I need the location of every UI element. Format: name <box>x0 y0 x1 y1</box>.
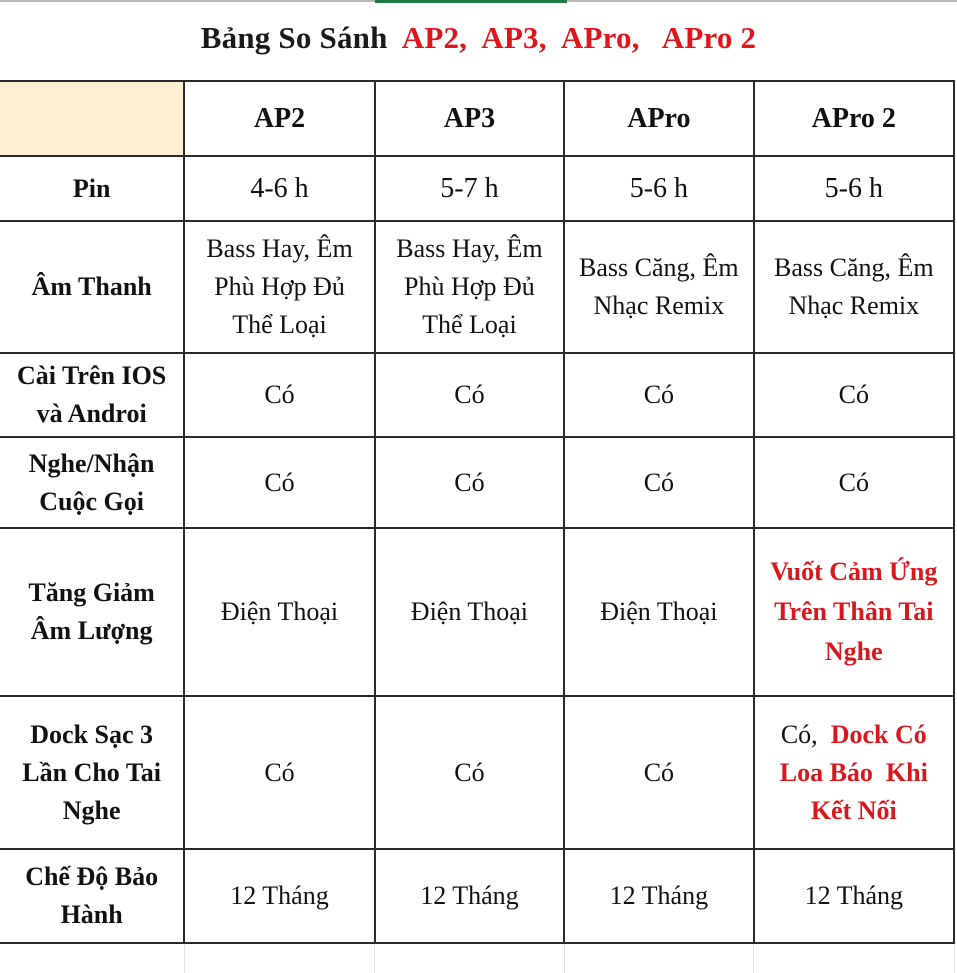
row-label: Âm Thanh <box>0 221 184 353</box>
cell-ap2: Bass Hay, Êm Phù Hợp Đủ Thể Loại <box>184 221 374 353</box>
table-row-am-thanh <box>0 221 954 353</box>
cell-ap2: 4-6 h <box>184 156 374 221</box>
cell-ap2: Có <box>184 353 374 437</box>
empty-cell <box>375 943 564 973</box>
column-header-ap3: AP3 <box>375 81 564 156</box>
cell-ap2: Điện Thoại <box>184 528 374 696</box>
row-label: Cài Trên IOS và Androi <box>0 353 184 437</box>
cell-ap3: Có <box>375 437 564 528</box>
header-corner-cell <box>0 81 184 156</box>
cell-apro2: Có <box>754 437 954 528</box>
title-prefix: Bảng So Sánh <box>200 20 388 55</box>
cell-apro2-highlight: Vuốt Cảm Ứng Trên Thân Tai Nghe <box>754 528 954 696</box>
selection-indicator <box>375 0 567 3</box>
table-row-pin <box>0 156 954 221</box>
cell-ap3: Điện Thoại <box>375 528 564 696</box>
page-title <box>0 20 957 56</box>
cell-ap2: Có <box>184 437 374 528</box>
row-label: Chế Độ Bảo Hành <box>0 849 184 943</box>
row-label: Pin <box>0 156 184 221</box>
column-header-ap2: AP2 <box>184 81 374 156</box>
table-row-calls <box>0 437 954 528</box>
row-label: Tăng Giảm Âm Lượng <box>0 528 184 696</box>
empty-cell <box>0 943 184 973</box>
title-models: AP2, AP3, APro, APro 2 <box>401 20 757 55</box>
table-row-ios-android <box>0 353 954 437</box>
cell-apro2-highlight: Có, Dock Có Loa Báo Khi Kết Nối <box>754 696 954 849</box>
cell-ap2: Có <box>184 696 374 849</box>
cell-apro: Điện Thoại <box>564 528 753 696</box>
cell-apro2: 5-6 h <box>754 156 954 221</box>
comparison-table <box>0 80 955 973</box>
empty-row <box>0 943 954 973</box>
cell-apro2: Bass Căng, Êm Nhạc Remix <box>754 221 954 353</box>
cell-ap3: Có <box>375 353 564 437</box>
cell-apro2: 12 Tháng <box>754 849 954 943</box>
header-row <box>0 81 954 156</box>
cell-apro: Có <box>564 353 753 437</box>
cell-ap3: 5-7 h <box>375 156 564 221</box>
cell-ap3: Có <box>375 696 564 849</box>
table-row-warranty <box>0 849 954 943</box>
column-header-apro2: APro 2 <box>754 81 954 156</box>
row-label: Nghe/Nhận Cuộc Gọi <box>0 437 184 528</box>
cell-apro2: Có <box>754 353 954 437</box>
cell-ap3: Bass Hay, Êm Phù Hợp Đủ Thể Loại <box>375 221 564 353</box>
table-row-volume <box>0 528 954 696</box>
cell-apro: Có <box>564 696 753 849</box>
cell-ap3: 12 Tháng <box>375 849 564 943</box>
empty-cell <box>564 943 753 973</box>
cell-apro: 12 Tháng <box>564 849 753 943</box>
cell-apro: 5-6 h <box>564 156 753 221</box>
empty-cell <box>754 943 954 973</box>
cell-apro: Bass Căng, Êm Nhạc Remix <box>564 221 753 353</box>
empty-cell <box>184 943 374 973</box>
table-row-dock <box>0 696 954 849</box>
cell-apro: Có <box>564 437 753 528</box>
row-label: Dock Sạc 3 Lần Cho Tai Nghe <box>0 696 184 849</box>
cell-ap2: 12 Tháng <box>184 849 374 943</box>
column-header-apro: APro <box>564 81 753 156</box>
